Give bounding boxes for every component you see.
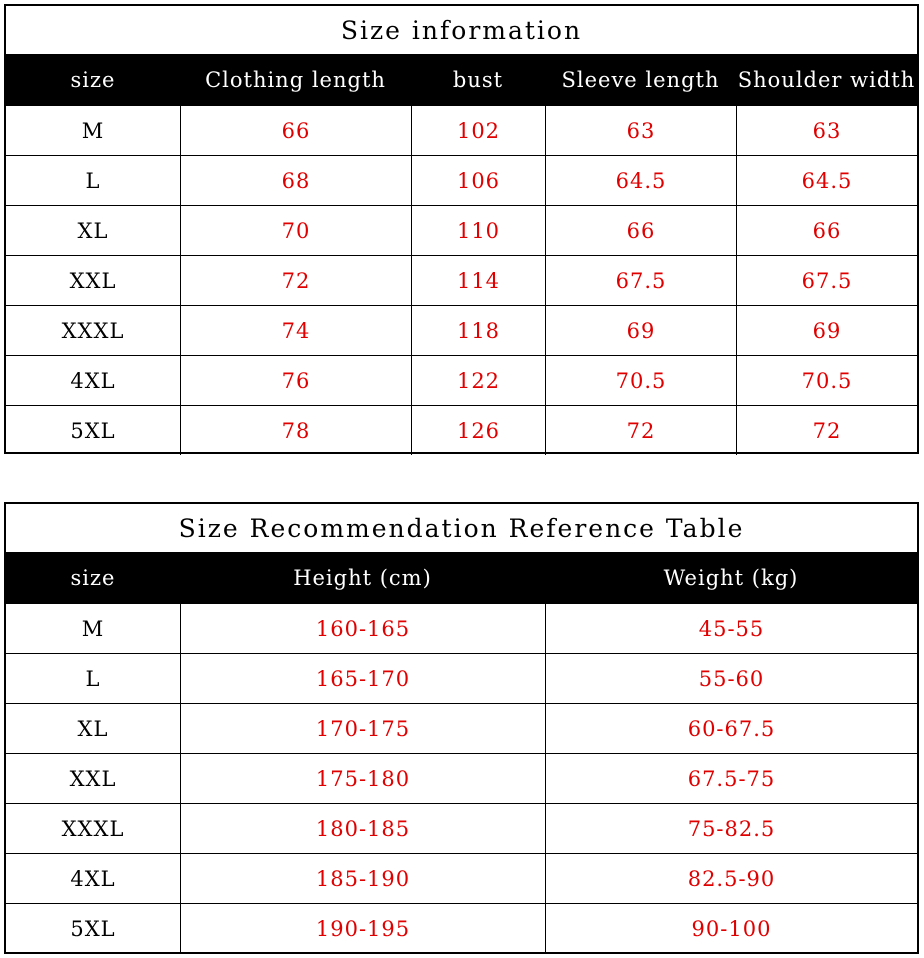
value-cell: 64.5	[545, 156, 736, 205]
table-row	[6, 703, 917, 753]
table-header-row	[6, 55, 917, 105]
value-cell: 122	[411, 356, 545, 405]
value-cell: 90-100	[545, 904, 917, 953]
value-cell: 70	[180, 206, 411, 255]
size-cell: XL	[77, 716, 109, 741]
value-cell: 170-175	[180, 704, 545, 753]
value-cell: 82.5-90	[545, 854, 917, 903]
value-cell: 180-185	[180, 804, 545, 853]
value-cell: 63	[736, 106, 917, 155]
table-header-row	[6, 553, 917, 603]
value-cell: 70.5	[736, 356, 917, 405]
value-cell: 63	[545, 106, 736, 155]
value-cell: 67.5-75	[545, 754, 917, 803]
table-row	[6, 205, 917, 255]
table-title: Size Recommendation Reference Table	[6, 504, 917, 553]
table-row	[6, 853, 917, 903]
header-shoulder-width: Shoulder width	[737, 68, 916, 92]
value-cell: 69	[736, 306, 917, 355]
table-row	[6, 753, 917, 803]
value-cell: 160-165	[180, 604, 545, 653]
table-row	[6, 105, 917, 155]
header-bust: bust	[452, 68, 504, 92]
size-cell: XXXL	[61, 318, 125, 343]
value-cell: 114	[411, 256, 545, 305]
size-cell: 5XL	[70, 418, 116, 443]
header-height: Height (cm)	[293, 566, 432, 590]
size-cell: L	[85, 666, 101, 691]
table-row	[6, 155, 917, 205]
value-cell: 55-60	[545, 654, 917, 703]
size-cell: M	[81, 118, 105, 143]
value-cell: 102	[411, 106, 545, 155]
value-cell: 118	[411, 306, 545, 355]
value-cell: 78	[180, 406, 411, 455]
header-sleeve-length: Sleeve length	[561, 68, 720, 92]
table-row	[6, 355, 917, 405]
value-cell: 185-190	[180, 854, 545, 903]
value-cell: 67.5	[545, 256, 736, 305]
header-clothing-length: Clothing length	[205, 68, 386, 92]
value-cell: 70.5	[545, 356, 736, 405]
value-cell: 68	[180, 156, 411, 205]
value-cell: 74	[180, 306, 411, 355]
value-cell: 106	[411, 156, 545, 205]
value-cell: 67.5	[736, 256, 917, 305]
size-cell: XL	[77, 218, 109, 243]
table-row	[6, 405, 917, 455]
table-row	[6, 803, 917, 853]
size-cell: M	[81, 616, 105, 641]
value-cell: 66	[736, 206, 917, 255]
value-cell: 190-195	[180, 904, 545, 953]
value-cell: 110	[411, 206, 545, 255]
size-cell: L	[85, 168, 101, 193]
size-cell: XXXL	[61, 816, 125, 841]
table-row	[6, 653, 917, 703]
value-cell: 175-180	[180, 754, 545, 803]
table-row	[6, 255, 917, 305]
size-cell: XXL	[69, 766, 117, 791]
table-row	[6, 903, 917, 953]
size-cell: 4XL	[70, 368, 116, 393]
table-row	[6, 603, 917, 653]
value-cell: 126	[411, 406, 545, 455]
table-row	[6, 305, 917, 355]
value-cell: 60-67.5	[545, 704, 917, 753]
size-information-table	[4, 4, 919, 454]
value-cell: 45-55	[545, 604, 917, 653]
size-recommendation-table	[4, 502, 919, 954]
value-cell: 75-82.5	[545, 804, 917, 853]
header-size: size	[70, 68, 116, 92]
table-title: Size information	[6, 6, 917, 55]
size-cell: XXL	[69, 268, 117, 293]
value-cell: 66	[545, 206, 736, 255]
header-weight: Weight (kg)	[663, 566, 799, 590]
header-size: size	[70, 566, 116, 590]
value-cell: 66	[180, 106, 411, 155]
value-cell: 72	[180, 256, 411, 305]
value-cell: 72	[736, 406, 917, 455]
size-cell: 4XL	[70, 866, 116, 891]
size-cell: 5XL	[70, 916, 116, 941]
value-cell: 72	[545, 406, 736, 455]
value-cell: 69	[545, 306, 736, 355]
value-cell: 165-170	[180, 654, 545, 703]
value-cell: 64.5	[736, 156, 917, 205]
value-cell: 76	[180, 356, 411, 405]
